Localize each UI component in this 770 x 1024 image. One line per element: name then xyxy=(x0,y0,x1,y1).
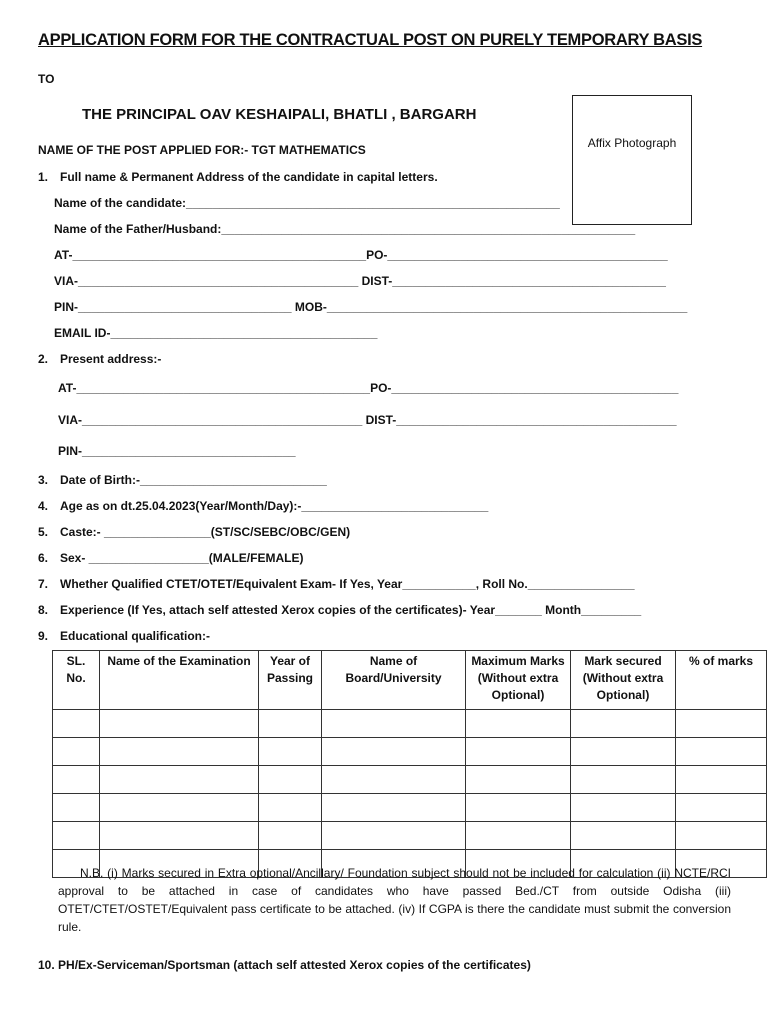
table-cell[interactable] xyxy=(322,794,466,822)
section-number: 6. xyxy=(38,551,49,565)
table-cell[interactable] xyxy=(100,766,259,794)
present-at-po-field[interactable]: AT-____________________________________________PO-___________________________________________ xyxy=(58,381,679,395)
section-text: Present address:- xyxy=(60,352,162,366)
header-year: Year of Passing xyxy=(259,651,322,710)
table-cell[interactable] xyxy=(53,738,100,766)
table-cell[interactable] xyxy=(676,710,767,738)
table-row xyxy=(53,738,767,766)
table-cell[interactable] xyxy=(53,822,100,850)
section-text: PH/Ex-Serviceman/Sportsman (attach self attested Xerox copies of the certificates) xyxy=(58,958,531,972)
header-board: Name of Board/University xyxy=(322,651,466,710)
table-cell[interactable] xyxy=(259,710,322,738)
section-number: 8. xyxy=(38,603,49,617)
table-row xyxy=(53,794,767,822)
section-5[interactable] xyxy=(38,525,350,539)
to-label: TO xyxy=(38,72,55,86)
father-name-field[interactable]: Name of the Father/Husband:______________________________________________________________ xyxy=(54,222,636,236)
table-cell[interactable] xyxy=(100,822,259,850)
table-cell[interactable] xyxy=(466,794,571,822)
photo-box xyxy=(572,95,692,225)
section-3[interactable] xyxy=(38,473,327,487)
table-cell[interactable] xyxy=(466,766,571,794)
table-cell[interactable] xyxy=(322,738,466,766)
table-cell[interactable] xyxy=(322,766,466,794)
permanent-pin-mob-field[interactable]: PIN-________________________________ MOB-______________________________________________________ xyxy=(54,300,688,314)
section-6[interactable] xyxy=(38,551,303,565)
post-applied: NAME OF THE POST APPLIED FOR:- TGT MATHEMATICS xyxy=(38,143,366,157)
present-pin-field[interactable]: PIN-________________________________ xyxy=(58,444,296,458)
table-cell[interactable] xyxy=(100,710,259,738)
section-text: Experience (If Yes, attach self attested Xerox copies of the certificates)- Year_______ Month_________ xyxy=(60,603,642,617)
header-sl-no: SL. No. xyxy=(53,651,100,710)
section-9 xyxy=(38,629,210,643)
table-cell[interactable] xyxy=(571,822,676,850)
table-cell[interactable] xyxy=(100,794,259,822)
section-number: 5. xyxy=(38,525,49,539)
table-cell[interactable] xyxy=(259,766,322,794)
section-number: 3. xyxy=(38,473,49,487)
table-cell[interactable] xyxy=(322,822,466,850)
table-cell[interactable] xyxy=(676,738,767,766)
section-number: 7. xyxy=(38,577,49,591)
table-cell[interactable] xyxy=(676,766,767,794)
section-number: 4. xyxy=(38,499,49,513)
header-examination: Name of the Examination xyxy=(100,651,259,710)
email-field[interactable]: EMAIL ID-________________________________________ xyxy=(54,326,378,340)
present-via-dist-field[interactable]: VIA-__________________________________________ DIST-__________________________________________ xyxy=(58,413,677,427)
table-cell[interactable] xyxy=(571,710,676,738)
section-text: Full name & Permanent Address of the candidate in capital letters. xyxy=(60,170,438,184)
header-percent: % of marks xyxy=(676,651,767,710)
table-cell[interactable] xyxy=(466,738,571,766)
section-4[interactable] xyxy=(38,499,488,513)
header-mark-secured: Mark secured (Without extra Optional) xyxy=(571,651,676,710)
section-number: 2. xyxy=(38,352,49,366)
table-row xyxy=(53,710,767,738)
permanent-via-dist-field[interactable]: VIA-__________________________________________ DIST-_________________________________________ xyxy=(54,274,666,288)
section-number: 10. xyxy=(38,958,55,972)
section-8[interactable] xyxy=(38,603,641,617)
table-cell[interactable] xyxy=(259,738,322,766)
table-cell[interactable] xyxy=(676,794,767,822)
permanent-at-po-field[interactable]: AT-____________________________________________PO-__________________________________________ xyxy=(54,248,668,262)
table-cell[interactable] xyxy=(676,822,767,850)
section-number: 1. xyxy=(38,170,49,184)
table-row xyxy=(53,822,767,850)
header-max-marks: Maximum Marks (Without extra Optional) xyxy=(466,651,571,710)
table-cell[interactable] xyxy=(53,710,100,738)
section-1 xyxy=(38,170,438,184)
section-7[interactable] xyxy=(38,577,635,591)
education-table xyxy=(52,650,767,878)
form-title: APPLICATION FORM FOR THE CONTRACTUAL POST ON PURELY TEMPORARY BASIS xyxy=(38,31,703,49)
section-text: Sex- __________________(MALE/FEMALE) xyxy=(60,551,304,565)
table-cell[interactable] xyxy=(322,710,466,738)
table-cell[interactable] xyxy=(100,738,259,766)
candidate-name-field[interactable]: Name of the candidate:________________________________________________________ xyxy=(54,196,560,210)
table-header-row xyxy=(53,651,767,710)
table-row xyxy=(53,766,767,794)
addressee: THE PRINCIPAL OAV KESHAIPALI, BHATLI , BARGARH xyxy=(82,106,477,123)
table-cell[interactable] xyxy=(571,766,676,794)
section-2 xyxy=(38,352,161,366)
table-cell[interactable] xyxy=(53,766,100,794)
table-cell[interactable] xyxy=(571,738,676,766)
section-text: Caste:- ________________(ST/SC/SEBC/OBC/GEN) xyxy=(60,525,351,539)
section-text: Whether Qualified CTET/OTET/Equivalent Exam- If Yes, Year___________, Roll No.________________ xyxy=(60,577,635,591)
table-cell[interactable] xyxy=(259,794,322,822)
table-cell[interactable] xyxy=(571,794,676,822)
note-text: N.B. (i) Marks secured in Extra optional/Ancillary/ Foundation subject should not be included for calculation (ii) NCTE/RCI approval to be attached in case of candidates who have passed Bed./CT from outside Odisha (iii) OTET/CTET/OSTET/Equivalent pass certificate to be attached. (iv) If CGPA is there the candidate must submit the conversion rule. xyxy=(58,866,731,934)
section-text: Age as on dt.25.04.2023(Year/Month/Day):-____________________________ xyxy=(60,499,489,513)
section-number: 9. xyxy=(38,629,49,643)
table-cell[interactable] xyxy=(466,822,571,850)
table-cell[interactable] xyxy=(53,794,100,822)
section-text: Date of Birth:-____________________________ xyxy=(60,473,327,487)
section-10 xyxy=(38,958,531,972)
table-cell[interactable] xyxy=(466,710,571,738)
photo-label: Affix Photograph xyxy=(587,136,677,150)
table-cell[interactable] xyxy=(259,822,322,850)
section-text: Educational qualification:- xyxy=(60,629,211,643)
